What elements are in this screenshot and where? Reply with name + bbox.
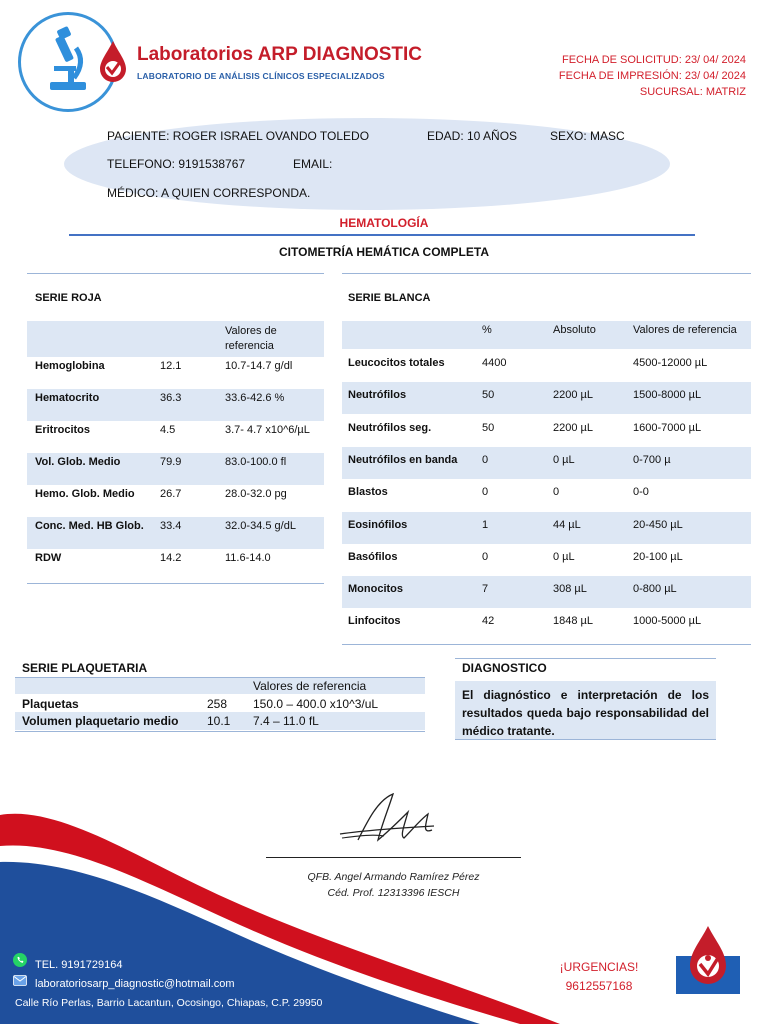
blanca-abs: 1848 µL — [553, 615, 593, 627]
serie-roja-title: SERIE ROJA — [35, 292, 102, 304]
panel-title: CITOMETRÍA HEMÁTICA COMPLETA — [279, 245, 489, 259]
roja-value: 33.4 — [160, 520, 182, 532]
roja-ref: 3.7- 4.7 x10^6/µL — [225, 424, 310, 436]
urgencias-label: ¡URGENCIAS! — [559, 960, 639, 974]
plq-ref-header: Valores de referencia — [253, 679, 367, 693]
sucursal: SUCURSAL: MATRIZ — [639, 86, 746, 98]
serie-blanca-title: SERIE BLANCA — [348, 292, 431, 304]
plq-ref: 150.0 – 400.0 x10^3/uL — [253, 697, 379, 711]
roja-ref: 32.0-34.5 g/dL — [225, 520, 296, 532]
blanca-ref: 0-0 — [633, 486, 649, 498]
blood-drop-logo-icon — [670, 922, 746, 998]
patient-age: EDAD: 10 AÑOS — [427, 129, 518, 143]
blanca-ref: 20-100 µL — [633, 551, 683, 563]
roja-name: Hemoglobina — [35, 360, 105, 372]
blanca-pct: 0 — [482, 486, 489, 498]
roja-ref: 11.6-14.0 — [225, 552, 271, 564]
footer-tel: TEL. 9191729164 — [35, 959, 123, 971]
plq-name: Plaquetas — [22, 697, 79, 711]
blanca-ref: 0-800 µL — [633, 583, 677, 595]
ref-header: Valores de referencia — [225, 325, 277, 352]
roja-value: 26.7 — [160, 488, 182, 500]
footer-email: laboratoriosarp_diagnostic@hotmail.com — [35, 978, 235, 990]
diagnostico-text: El diagnóstico e interpretación de los resultados queda bajo responsabilidad del médico tratante. — [462, 688, 709, 738]
header-ref: Valores de referencia — [633, 324, 737, 336]
blanca-name: Basófilos — [348, 551, 398, 563]
blanca-pct: 42 — [482, 615, 495, 627]
plq-value: 10.1 — [207, 714, 231, 728]
fecha-impresion: FECHA DE IMPRESIÓN: 23/ 04/ 2024 — [558, 70, 746, 82]
roja-name: Hematocrito — [35, 392, 100, 404]
blanca-pct: 4400 — [482, 357, 507, 369]
signer-license: Céd. Prof. 12313396 IESCH — [327, 887, 460, 899]
blanca-abs: 44 µL — [553, 519, 581, 531]
diagnostico-title: DIAGNOSTICO — [462, 661, 547, 675]
blanca-name: Neutrófilos en banda — [348, 454, 458, 466]
header-abs: Absoluto — [553, 324, 596, 336]
signer-name: QFB. Angel Armando Ramírez Pérez — [307, 871, 480, 883]
fecha-solicitud: FECHA DE SOLICITUD: 23/ 04/ 2024 — [561, 54, 746, 66]
patient-sex: SEXO: MASC — [550, 129, 625, 143]
roja-ref: 33.6-42.6 % — [225, 392, 285, 404]
serie-plaquetaria-title: SERIE PLAQUETARIA — [22, 661, 148, 675]
footer-address: Calle Río Perlas, Barrio Lacantun, Ocosingo, Chiapas, C.P. 29950 — [15, 997, 323, 1009]
blanca-name: Leucocitos totales — [348, 357, 445, 369]
blanca-pct: 0 — [482, 551, 489, 563]
blanca-abs: 308 µL — [553, 583, 587, 595]
blanca-ref: 1600-7000 µL — [633, 422, 702, 434]
whatsapp-icon — [13, 953, 27, 967]
patient-phone: TELEFONO: 9191538767 — [107, 157, 246, 171]
blanca-name: Eosinófilos — [348, 519, 408, 531]
blanca-name: Neutrófilos — [348, 389, 407, 401]
roja-value: 36.3 — [160, 392, 182, 404]
blanca-pct: 50 — [482, 389, 495, 401]
roja-name: Vol. Glob. Medio — [35, 456, 121, 468]
roja-value: 79.9 — [160, 456, 182, 468]
signature-image — [338, 790, 438, 854]
roja-ref: 10.7-14.7 g/dl — [225, 360, 293, 372]
plq-name: Volumen plaquetario medio — [22, 714, 179, 728]
blanca-name: Monocitos — [348, 583, 403, 595]
roja-ref: 83.0-100.0 fl — [225, 456, 287, 468]
plq-value: 258 — [207, 697, 228, 711]
brand-name: Laboratorios ARP DIAGNOSTIC — [137, 44, 423, 65]
urgencias-phone: 9612557168 — [565, 979, 633, 993]
blanca-pct: 50 — [482, 422, 495, 434]
blanca-ref: 20-450 µL — [633, 519, 683, 531]
patient-name: PACIENTE: ROGER ISRAEL OVANDO TOLEDO — [107, 129, 370, 143]
signature-line — [266, 857, 521, 858]
blanca-ref: 0-700 µ — [633, 454, 671, 466]
patient-email: EMAIL: — [293, 157, 333, 171]
roja-value: 12.1 — [160, 360, 182, 372]
roja-value: 4.5 — [160, 424, 176, 436]
blanca-pct: 1 — [482, 519, 489, 531]
urgencias-box — [544, 958, 654, 996]
brand-tagline: LABORATORIO DE ANÁLISIS CLÍNICOS ESPECIALIZADOS — [137, 71, 385, 81]
roja-name: Eritrocitos — [35, 424, 91, 436]
blanca-abs: 2200 µL — [553, 389, 593, 401]
roja-name: Conc. Med. HB Glob. — [35, 520, 144, 532]
roja-name: RDW — [35, 552, 62, 564]
blanca-name: Neutrófilos seg. — [348, 422, 432, 434]
section-title: HEMATOLOGÍA — [339, 216, 429, 230]
header-pct: % — [482, 324, 492, 336]
patient-doctor: MÉDICO: A QUIEN CORRESPONDA. — [107, 186, 311, 200]
plq-ref: 7.4 – 11.0 fL — [253, 714, 319, 728]
blanca-ref: 1500-8000 µL — [633, 389, 702, 401]
blanca-name: Linfocitos — [348, 615, 401, 627]
roja-name: Hemo. Glob. Medio — [35, 488, 135, 500]
blanca-name: Blastos — [348, 486, 388, 498]
email-icon — [13, 975, 27, 986]
roja-ref: 28.0-32.0 pg — [225, 488, 287, 500]
blanca-pct: 7 — [482, 583, 489, 595]
blanca-ref: 1000-5000 µL — [633, 615, 702, 627]
blanca-ref: 4500-12000 µL — [633, 357, 708, 369]
blanca-abs: 0 µL — [553, 551, 575, 563]
blanca-pct: 0 — [482, 454, 489, 466]
blanca-abs: 0 µL — [553, 454, 575, 466]
blanca-abs: 0 — [553, 486, 560, 498]
roja-value: 14.2 — [160, 552, 182, 564]
blanca-abs: 2200 µL — [553, 422, 593, 434]
